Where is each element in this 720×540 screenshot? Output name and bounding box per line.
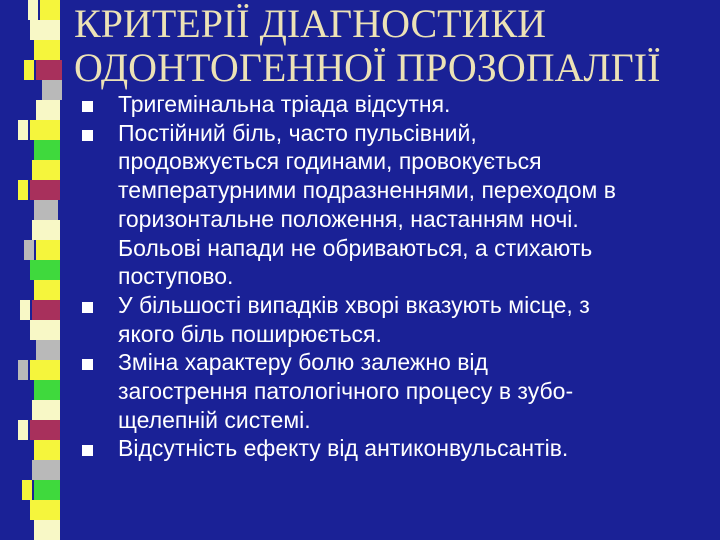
decorative-stripe [22,480,32,500]
decorative-stripe [34,440,60,460]
decorative-stripe [18,360,28,380]
criteria-item-2-line-6: поступово. [118,263,234,290]
decorative-stripe [40,0,60,20]
decorative-stripe [24,60,34,80]
square-bullet-icon [82,130,93,141]
criteria-list [80,90,720,463]
decorative-stripe [42,80,62,100]
slide-title-line-1: КРИТЕРІЇ ДІАГНОСТИКИ [74,1,547,46]
decorative-stripe [30,420,60,440]
criteria-item-4-line-1: Зміна характеру болю залежно від [118,349,488,376]
decorative-stripe [36,240,60,260]
square-bullet-icon [82,302,93,313]
criteria-item-2-line-3: температурними подразненнями, переходом в [118,177,616,204]
decorative-stripe-bar [0,0,62,540]
decorative-stripe [36,100,60,120]
criteria-item-5 [80,434,720,463]
decorative-stripe [30,260,60,280]
slide-title-line-2: ОДОНТОГЕННОЇ ПРОЗОПАЛГІЇ [74,45,661,90]
decorative-stripe [34,140,60,160]
square-bullet-icon [82,445,93,456]
decorative-stripe [32,160,60,180]
decorative-stripe [30,120,60,140]
decorative-stripe [34,520,60,540]
decorative-stripe [20,300,30,320]
criteria-item-2 [80,119,720,291]
decorative-stripe [30,180,60,200]
decorative-stripe [34,480,60,500]
decorative-stripe [34,280,60,300]
decorative-stripe [18,120,28,140]
decorative-stripe [32,460,60,480]
criteria-item-2-line-1: Постійний біль, часто пульсівний, [118,119,477,146]
decorative-stripe [36,60,62,80]
criteria-item-4-line-3: щелепній системі. [118,406,311,433]
criteria-item-1-line-1: Тригемінальна тріада відсутня. [118,91,451,117]
decorative-stripe [30,360,60,380]
decorative-stripe [34,380,60,400]
decorative-stripe [30,320,60,340]
decorative-stripe [36,340,60,360]
criteria-item-5-line-1: Відсутність ефекту від антиконвульсантів. [118,435,569,462]
decorative-stripe [24,240,34,260]
criteria-item-2-line-2: продовжується годинами, провокується [118,148,542,175]
decorative-stripe [18,180,28,200]
criteria-item-3-line-2: якого біль поширюється. [118,320,382,347]
decorative-stripe [30,500,60,520]
criteria-item-4 [80,348,720,434]
criteria-item-4-line-2: загострення патологічного процесу в зубо- [118,378,574,405]
decorative-stripe [34,40,60,60]
criteria-item-1 [80,90,720,119]
decorative-stripe [32,220,60,240]
criteria-item-3-line-1: У більшості випадків хворі вказують місце, з [118,291,590,318]
decorative-stripe [30,20,60,40]
slide-title [74,2,714,90]
decorative-stripe [32,400,60,420]
decorative-stripe [34,200,58,220]
square-bullet-icon [82,359,93,370]
decorative-stripe [32,300,60,320]
decorative-stripe [18,420,28,440]
criteria-item-3 [80,291,720,348]
criteria-item-2-line-5: Больові напади не обриваються, а стихають [118,234,593,261]
square-bullet-icon [82,101,93,112]
criteria-item-2-line-4: горизонтальне положення, настанням ночі. [118,205,579,232]
decorative-stripe [28,0,38,20]
